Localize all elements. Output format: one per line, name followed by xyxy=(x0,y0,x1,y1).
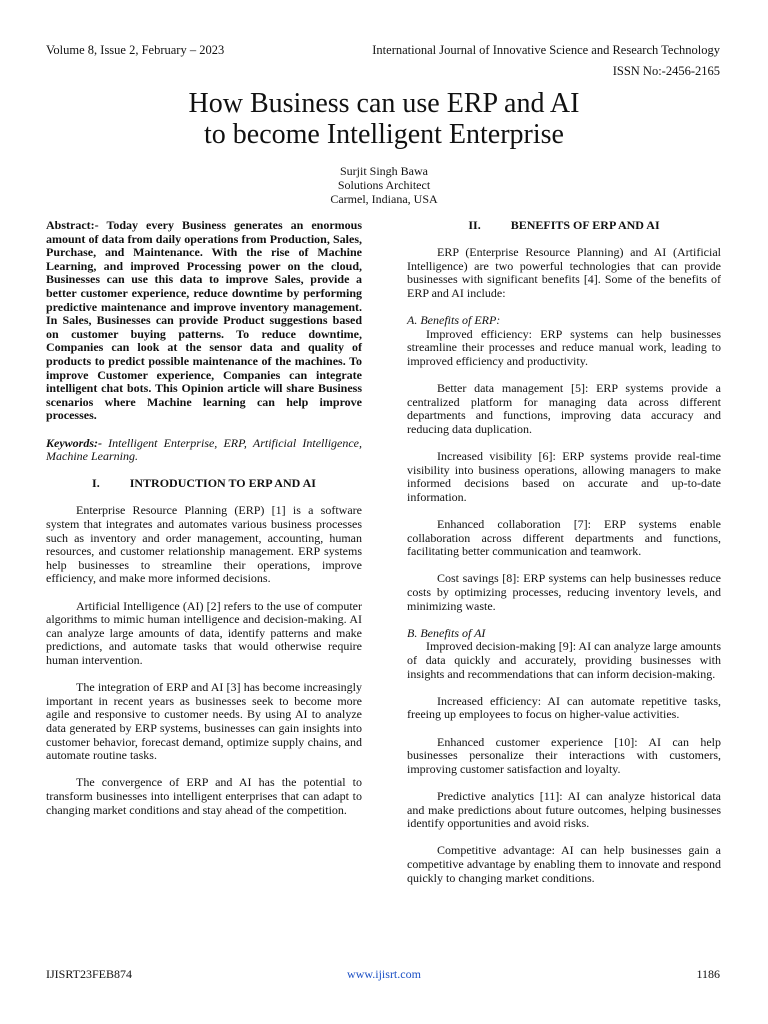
author-name: Surjit Singh Bawa xyxy=(339,164,428,178)
benefit-paragraph: Predictive analytics [11]: AI can analyze historical data and make predictions about future outcomes, helping businesses identify opportunities and avoid risks. xyxy=(407,788,721,831)
author-role: Solutions Architect xyxy=(337,178,431,192)
benefit-paragraph: Improved efficiency: ERP systems can help businesses streamline their processes and reduce manual work, leading to improved efficiency and productivity. xyxy=(407,326,721,368)
benefit-paragraph: Increased visibility [6]: ERP systems provide real-time visibility into business operations, allowing managers to make informed decisions based on accurate and up-to-date information. xyxy=(407,449,721,504)
right-column xyxy=(407,219,721,899)
subsection-heading-ai: B. Benefits of AI xyxy=(407,625,486,640)
abstract-text: Today every Business generates an enormous amount of data from daily operations from Production, Sales, Purchase, and Maintenance. With the rise of Machine Learning, and improved Processing power on the cloud, Businesses can use this data to improve Sales, provide a better customer experience, reduce downtime by performing predictive maintenance and improve inventory management. In Sales, Businesses can provide Product suggestions based on customer buying patterns. To reduce downtime, Companies can look at the sensor data and quality of products to predict possible maintenance of the machines. To improve Customer experience, Companies can integrate intelligent chat bots. This Opinion article will share Business scenarios where Machine learning can help improve processes. xyxy=(46,218,362,423)
benefit-paragraph: Enhanced customer experience [10]: AI can help businesses personalize their interactions with customers, improving customer satisfaction and loyalty. xyxy=(407,734,721,776)
benefit-paragraph: Improved decision-making [9]: AI can analyze large amounts of data quickly and accurately, providing businesses with insights and recommendations that can inform decision-making. xyxy=(407,639,721,681)
paper-title xyxy=(0,88,768,150)
benefit-paragraph: Enhanced collaboration [7]: ERP systems enable collaboration across different departments and functions, facilitating better communication and teamwork. xyxy=(407,517,721,559)
section-heading-intro: I. INTRODUCTION TO ERP AND AI xyxy=(92,476,316,491)
abstract-label: Abstract:- xyxy=(46,218,99,232)
title-line-2: to become Intelligent Enterprise xyxy=(204,119,564,150)
left-column xyxy=(46,219,362,831)
subsection-heading-erp: A. Benefits of ERP: xyxy=(407,313,501,328)
benefit-paragraph: Cost savings [8]: ERP systems can help businesses reduce costs by optimizing processes, reducing inventory levels, and minimizing waste. xyxy=(407,571,721,613)
footer-page-number: 1186 xyxy=(696,967,720,981)
footer-website-link[interactable]: www.ijisrt.com xyxy=(347,967,421,981)
section-heading-benefits: II. BENEFITS OF ERP AND AI xyxy=(468,218,660,232)
intro-paragraph: The convergence of ERP and AI has the potential to transform businesses into intelligent enterprises that can adapt to changing market conditions and stay ahead of the competition. xyxy=(46,775,362,817)
journal-name: International Journal of Innovative Science and Research Technology xyxy=(372,43,720,57)
keywords-text: Intelligent Enterprise, ERP, Artificial Intelligence, Machine Learning. xyxy=(46,435,362,464)
journal-issn: ISSN No:-2456-2165 xyxy=(612,64,720,78)
abstract xyxy=(46,219,362,423)
title-line-1: How Business can use ERP and AI xyxy=(188,88,580,119)
benefit-paragraph: Increased efficiency: AI can automate repetitive tasks, freeing up employees to focus on higher-value activities. xyxy=(407,693,721,722)
intro-paragraph: Artificial Intelligence (AI) [2] refers to the use of computer algorithms to mimic human intelligence and decision-making. AI can analyze large amounts of data, identify patterns and make predictions, and automate tasks that would otherwise require human intervention. xyxy=(46,598,362,667)
benefit-paragraph: Competitive advantage: AI can help businesses gain a competitive advantage by enabling them to innovate and respond quickly to changing market conditions. xyxy=(407,843,721,885)
benefit-paragraph: Better data management [5]: ERP systems provide a centralized platform for managing data across different departments and functions, improving data accuracy and reducing data duplication. xyxy=(407,381,721,436)
journal-volume: Volume 8, Issue 2, February – 2023 xyxy=(46,43,225,57)
author-location: Carmel, Indiana, USA xyxy=(330,192,438,206)
benefits-intro: ERP (Enterprise Resource Planning) and AI (Artificial Intelligence) are two powerful technologies that can provide businesses with significant benefits [4]. Some of the benefits of ERP and AI include: xyxy=(407,245,721,300)
keywords xyxy=(46,437,362,464)
intro-paragraph: Enterprise Resource Planning (ERP) [1] is a software system that integrates and automates various business processes such as inventory and order management, accounting, human resources, and customer relationship management. ERP systems help businesses to streamline their operations, improve efficiency, and make more informed decisions. xyxy=(46,503,362,586)
footer-paper-code: IJISRT23FEB874 xyxy=(46,967,132,981)
keywords-label: Keywords:- xyxy=(46,435,102,450)
intro-paragraph: The integration of ERP and AI [3] has become increasingly important in recent years as businesses seek to become more agile and responsive to customer needs. By using AI to analyze data generated by ERP systems, businesses can gain insights into customer behavior, forecast demand, optimize supply chains, and automate routine tasks. xyxy=(46,680,362,763)
author-block xyxy=(0,164,768,206)
